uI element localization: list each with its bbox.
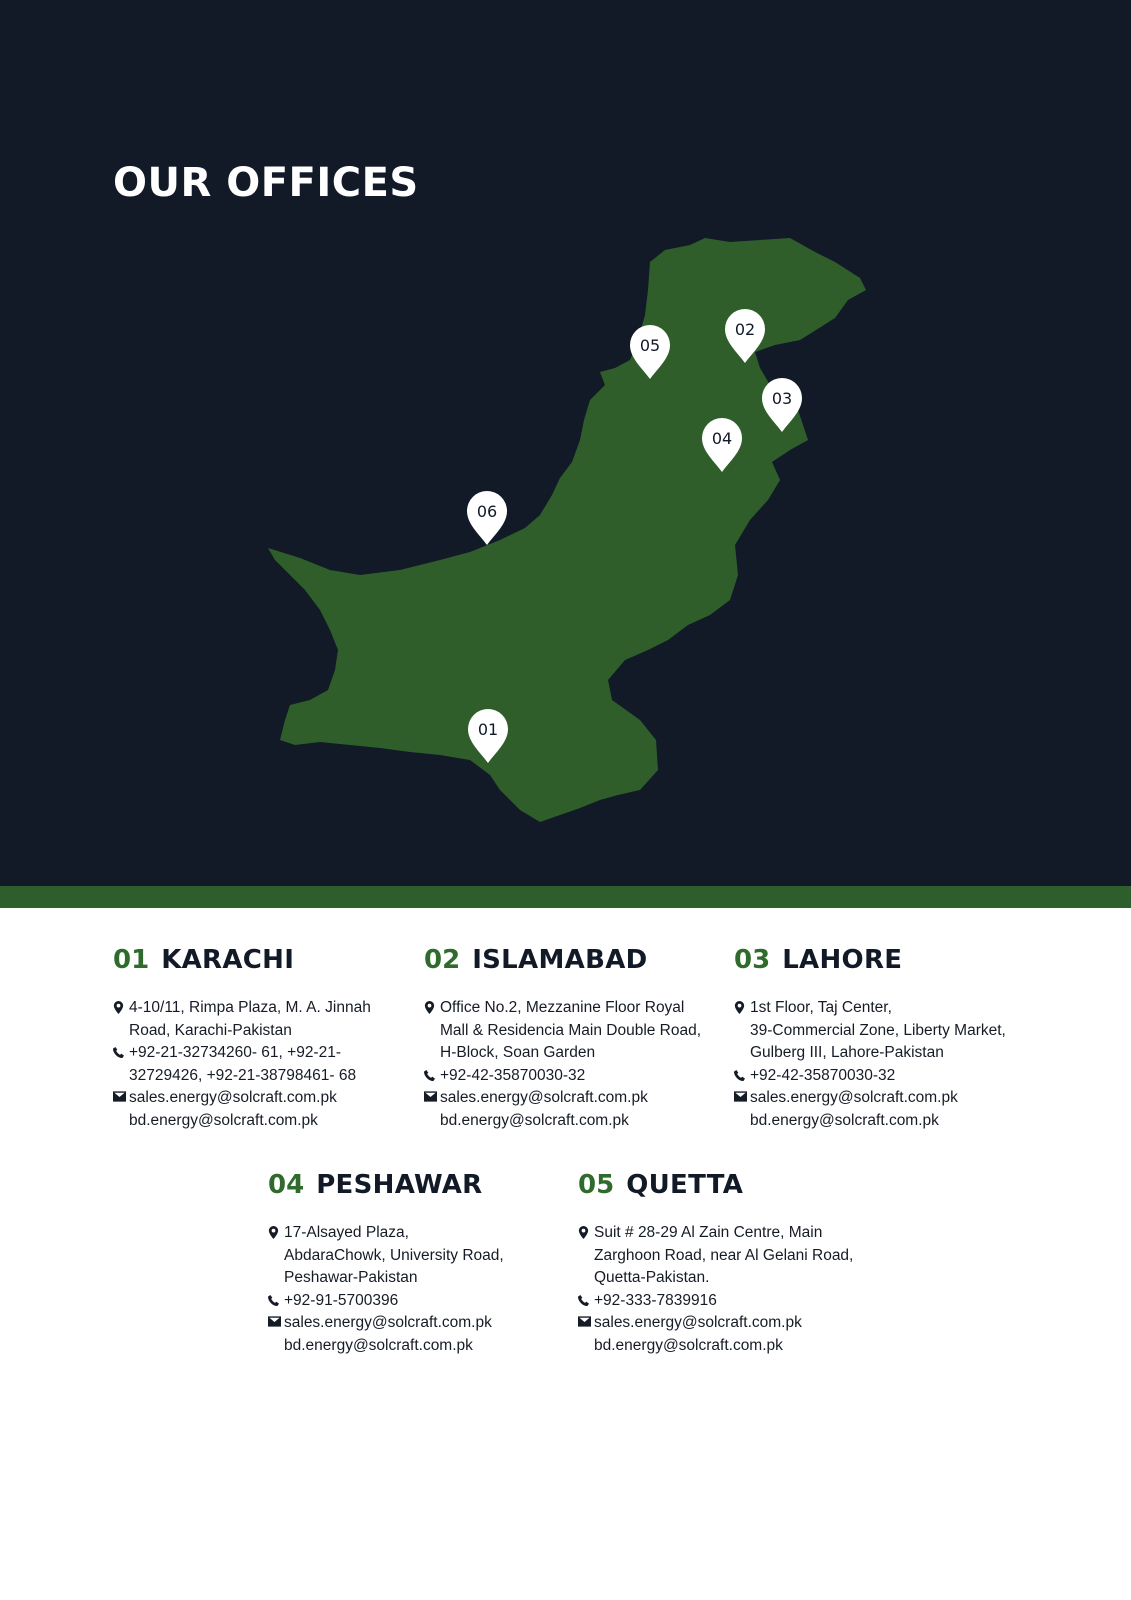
office-address (113, 997, 413, 1042)
office-phone-text[interactable]: +92-42-35870030-32 (750, 1066, 896, 1084)
office-address (734, 997, 1034, 1065)
office-city: KARACHI (161, 945, 295, 975)
office-phone-text[interactable]: +92-333-7839916 (594, 1291, 717, 1309)
map-pin-label: 02 (734, 320, 756, 339)
office-islamabad (424, 945, 724, 1132)
office-city: LAHORE (782, 945, 903, 975)
envelope-icon (424, 1087, 440, 1102)
office-quetta (578, 1170, 878, 1357)
office-phone (734, 1065, 1034, 1088)
office-email (113, 1087, 413, 1110)
phone-icon (268, 1290, 284, 1307)
divider-band (0, 886, 1131, 908)
office-email-1[interactable]: sales.energy@solcraft.com.pk (594, 1314, 802, 1331)
office-email-2[interactable]: bd.energy@solcraft.com.pk (129, 1111, 318, 1129)
office-number: 02 (424, 945, 461, 975)
office-email-1[interactable]: sales.energy@solcraft.com.pk (750, 1089, 958, 1106)
office-header (113, 945, 413, 975)
map-marker-icon (424, 997, 440, 1014)
office-karachi (113, 945, 413, 1132)
office-email-1[interactable]: sales.energy@solcraft.com.pk (440, 1089, 648, 1106)
office-phone (578, 1290, 878, 1313)
phone-icon (424, 1065, 440, 1082)
office-city: ISLAMABAD (472, 945, 648, 975)
office-phone (268, 1290, 568, 1313)
envelope-icon (268, 1312, 284, 1327)
map-pin-label: 06 (476, 502, 498, 521)
office-email (578, 1312, 878, 1335)
map-marker-icon (268, 1222, 284, 1239)
office-header (578, 1170, 878, 1200)
map-pin-label: 04 (711, 429, 733, 448)
office-city: PESHAWAR (316, 1170, 483, 1200)
office-address-text: Suit # 28-29 Al Zain Centre, Main Zarghoon Road, near Al Gelani Road, Quetta-Pakistan. (594, 1224, 854, 1286)
phone-icon (578, 1290, 594, 1307)
map-marker-icon (734, 997, 750, 1014)
office-address-text: 17-Alsayed Plaza, AbdaraChowk, University Road, Peshawar-Pakistan (284, 1224, 504, 1286)
pakistan-map-shape (268, 238, 866, 822)
office-address (268, 1222, 568, 1290)
office-phone (113, 1042, 413, 1087)
page-title: OUR OFFICES (113, 160, 419, 206)
office-header (424, 945, 724, 975)
phone-icon (113, 1042, 129, 1059)
office-email (734, 1087, 1034, 1110)
office-number: 03 (734, 945, 771, 975)
office-phone-text[interactable]: +92-21-32734260- 61, +92-21- 32729426, +92-21-38798461- 68 (129, 1044, 357, 1084)
office-phone (424, 1065, 724, 1088)
office-email (424, 1087, 724, 1110)
map-pin-06[interactable] (467, 491, 507, 545)
office-header (268, 1170, 568, 1200)
office-address (424, 997, 724, 1065)
office-email-2[interactable]: bd.energy@solcraft.com.pk (284, 1336, 473, 1354)
envelope-icon (113, 1087, 129, 1102)
phone-icon (734, 1065, 750, 1082)
office-city: QUETTA (626, 1170, 744, 1200)
map-pin-label: 03 (771, 389, 793, 408)
office-email-2[interactable]: bd.energy@solcraft.com.pk (750, 1111, 939, 1129)
envelope-icon (734, 1087, 750, 1102)
map-marker-icon (113, 997, 129, 1014)
office-number: 05 (578, 1170, 615, 1200)
office-address (578, 1222, 878, 1290)
envelope-icon (578, 1312, 594, 1327)
office-peshawar (268, 1170, 568, 1357)
map-pin-label: 05 (639, 336, 661, 355)
office-phone-text[interactable]: +92-91-5700396 (284, 1291, 399, 1309)
office-email-1[interactable]: sales.energy@solcraft.com.pk (129, 1089, 337, 1106)
map-pin-label: 01 (477, 720, 499, 739)
office-number: 04 (268, 1170, 305, 1200)
office-lahore (734, 945, 1034, 1132)
office-address-text: 4-10/11, Rimpa Plaza, M. A. Jinnah Road, Karachi-Pakistan (129, 999, 371, 1039)
office-email-2[interactable]: bd.energy@solcraft.com.pk (594, 1336, 783, 1354)
office-email (268, 1312, 568, 1335)
office-header (734, 945, 1034, 975)
office-phone-text[interactable]: +92-42-35870030-32 (440, 1066, 586, 1084)
office-email-1[interactable]: sales.energy@solcraft.com.pk (284, 1314, 492, 1331)
office-number: 01 (113, 945, 150, 975)
office-address-text: 1st Floor, Taj Center, 39-Commercial Zone, Liberty Market, Gulberg III, Lahore-Pakistan (750, 999, 1006, 1061)
office-address-text: Office No.2, Mezzanine Floor Royal Mall & Residencia Main Double Road, H-Block, Soan Garden (440, 999, 702, 1061)
map-marker-icon (578, 1222, 594, 1239)
office-email-2[interactable]: bd.energy@solcraft.com.pk (440, 1111, 629, 1129)
